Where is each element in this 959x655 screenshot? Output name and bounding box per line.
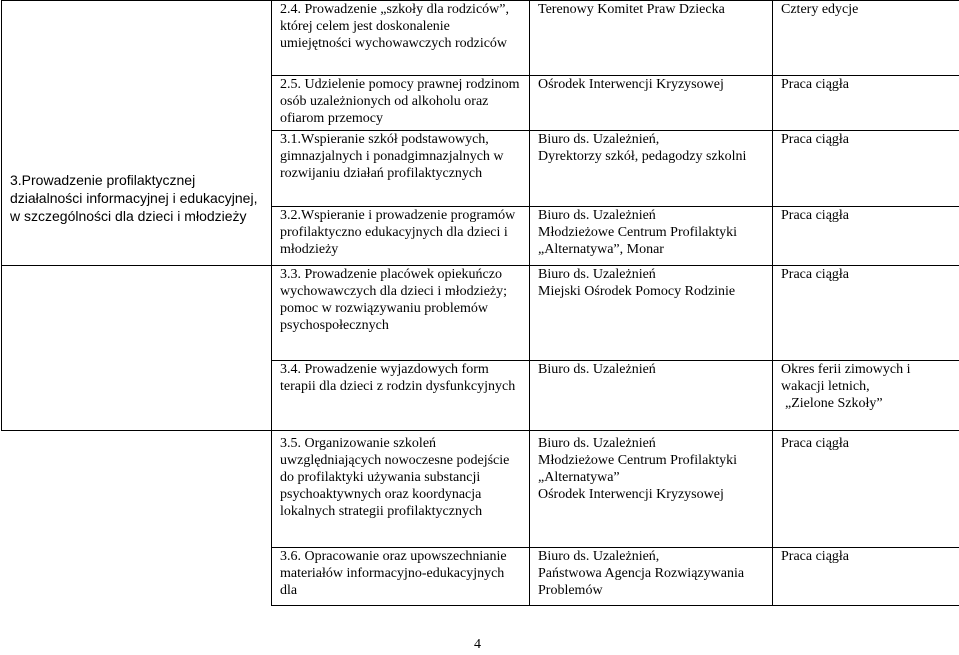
task-cell <box>272 1 530 76</box>
table-row <box>2 76 959 131</box>
table-row <box>2 131 959 207</box>
goal-cell <box>2 431 272 548</box>
table-row <box>2 431 959 548</box>
task-cell <box>272 76 530 131</box>
goal-cell <box>2 76 272 131</box>
task-text: 2.5. Udzielenie pomocy prawnej rodzinom osób uzależnionych od alkoholu oraz ofiarom przemocy <box>280 77 520 126</box>
task-text: 3.6. Opracowanie oraz upowszechnianie materiałów informacyjno-edukacyjnych dla <box>280 549 507 598</box>
executor-line: Państwowa Agencja Rozwiązywania Problemów <box>538 566 745 598</box>
table-row <box>2 266 959 361</box>
task-text: 3.4. Prowadzenie wyjazdowych form terapii dla dzieci z rodzin dysfunkcyjnych <box>280 362 516 394</box>
goal-cell <box>2 548 272 606</box>
executor-cell <box>530 548 773 606</box>
task-cell <box>272 548 530 606</box>
term-line: „Zielone Szkoły” <box>785 396 883 411</box>
program-table <box>1 0 959 606</box>
executor-line: Biuro ds. Uzależnień <box>538 436 656 451</box>
goal-cell <box>2 131 272 266</box>
term-line: Okres ferii zimowych i wakacji letnich, <box>781 362 911 394</box>
term-line: Praca ciągła <box>781 208 850 223</box>
executor-cell <box>530 361 773 431</box>
executor-line: Biuro ds. Uzależnień <box>538 208 656 223</box>
task-cell <box>272 207 530 266</box>
task-cell <box>272 361 530 431</box>
term-line: Praca ciągła <box>781 549 850 564</box>
term-line: Praca ciągła <box>781 77 850 92</box>
executor-cell <box>530 131 773 207</box>
executor-line: Biuro ds. Uzależnień, <box>538 549 660 564</box>
executor-line: Miejski Ośrodek Pomocy Rodzinie <box>538 284 736 299</box>
executor-line: Biuro ds. Uzależnień <box>538 267 656 282</box>
term-cell <box>773 266 959 361</box>
executor-cell <box>530 76 773 131</box>
task-cell <box>272 131 530 207</box>
task-cell <box>272 431 530 548</box>
executor-cell <box>530 207 773 266</box>
goal-text: 3.Prowadzenie profilaktycznej działalności informacyjnej i edukacyjnej, w szczególności dla dzieci i młodzieży <box>10 171 258 224</box>
term-line: Praca ciągła <box>781 132 850 147</box>
task-text: 3.1.Wspieranie szkół podstawowych, gimnazjalnych i ponadgimnazjalnych w rozwijaniu działań profilaktycznych <box>280 132 504 181</box>
term-line: Praca ciągła <box>781 267 850 282</box>
task-text: 2.4. Prowadzenie „szkoły dla rodziców”, której celem jest doskonalenie umiejętności wychowawczych rodziców <box>280 2 509 51</box>
task-text: 3.5. Organizowanie szkoleń uwzględniających nowoczesne podejście do profilaktyki używania substancji psychoaktywnych oraz koordynacja lokalnych strategii profilaktycznych <box>280 436 510 519</box>
executor-line: Biuro ds. Uzależnień <box>538 362 656 377</box>
term-line: Praca ciągła <box>781 436 850 451</box>
executor-line: Dyrektorzy szkół, pedagodzy szkolni <box>538 149 747 164</box>
term-cell <box>773 361 959 431</box>
task-cell <box>272 266 530 361</box>
table-row <box>2 361 959 431</box>
goal-cell <box>2 1 272 76</box>
executor-line: Ośrodek Interwencji Kryzysowej <box>538 77 724 92</box>
executor-line: Terenowy Komitet Praw Dziecka <box>538 2 725 17</box>
executor-line: Młodzieżowe Centrum Profilaktyki „Alternatywa” <box>538 453 738 485</box>
term-cell <box>773 548 959 606</box>
term-cell <box>773 431 959 548</box>
executor-line: Biuro ds. Uzależnień, <box>538 132 660 147</box>
executor-cell <box>530 431 773 548</box>
task-text: 3.2.Wspieranie i prowadzenie programów profilaktyczno edukacyjnych dla dzieci i młodzieży <box>280 208 516 257</box>
executor-line: Ośrodek Interwencji Kryzysowej <box>538 487 724 502</box>
executor-cell <box>530 1 773 76</box>
task-text: 3.3. Prowadzenie placówek opiekuńczo wychowawczych dla dzieci i młodzieży; pomoc w rozwiązywaniu problemów psychospołecznych <box>280 267 508 333</box>
executor-cell <box>530 266 773 361</box>
term-cell <box>773 1 959 76</box>
term-line: Cztery edycje <box>781 2 859 17</box>
table-row <box>2 1 959 76</box>
term-cell <box>773 207 959 266</box>
term-cell <box>773 131 959 207</box>
table-row <box>2 548 959 606</box>
page-number: 4 <box>474 637 481 652</box>
term-cell <box>773 76 959 131</box>
goal-cell <box>2 266 272 361</box>
executor-line: Młodzieżowe Centrum Profilaktyki „Alternatywa”, Monar <box>538 225 738 257</box>
goal-cell <box>2 361 272 431</box>
